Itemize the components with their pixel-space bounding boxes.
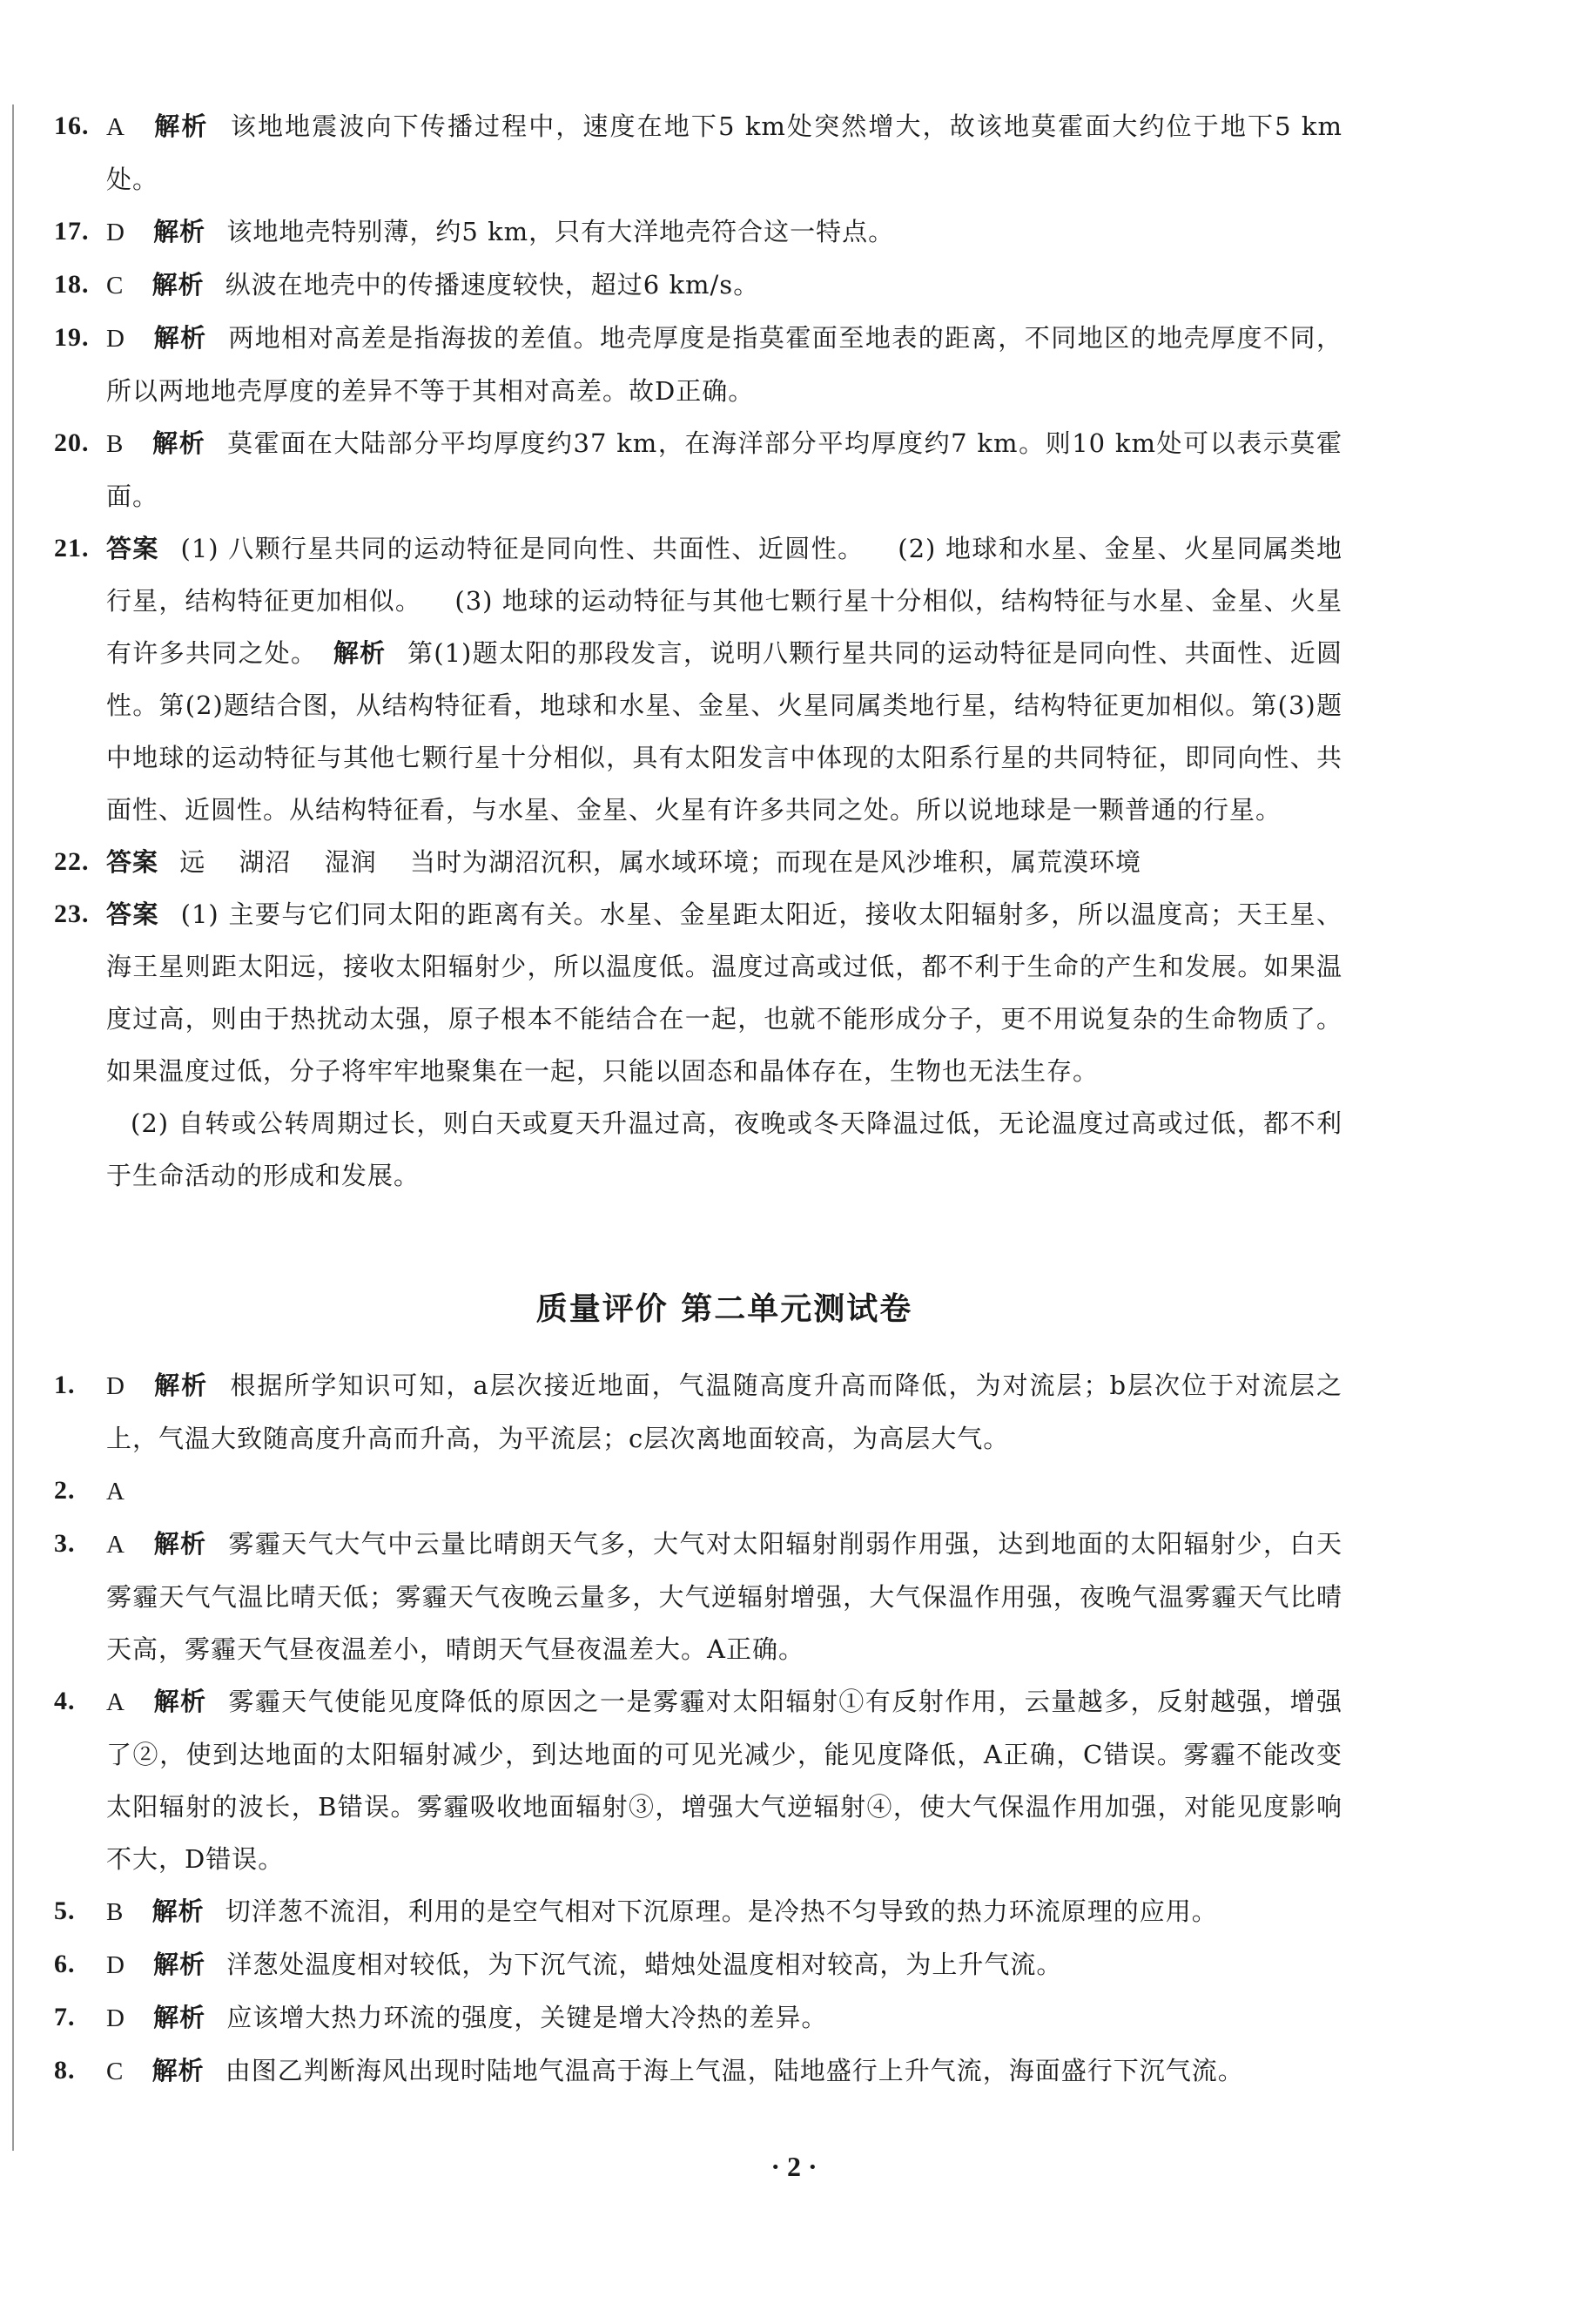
item-number: 3. bbox=[54, 1529, 76, 1558]
item-text-part2: (2) 地球和水星、金星、火星同属类地行星，结构特征更加相似。 bbox=[106, 534, 1342, 616]
item-tag: 解析 bbox=[153, 1687, 207, 1716]
item-number: 19. bbox=[54, 323, 90, 352]
item-text-part1: (1) 主要与它们同太阳的距离有关。水星、金星距太阳近，接收太阳辐射多，所以温度高；天王星、海王星则距太阳远，接收太阳辐射少，所以温度低。温度过高或过低，都不利于生命的产生和发展。如果温度过高，则由于热扰动太强，原子根本不能结合在一起，也就不能形成分子，更不用说复杂的生命物质了。如果温度过低，分子将牢牢地聚集在一起，只能以固态和晶体存在，生物也无法生存。 bbox=[106, 899, 1342, 1086]
item-tag: 解析 bbox=[154, 1371, 209, 1400]
item-text: 该地地震波向下传播过程中，速度在地下5 km处突然增大，故该地莫霍面大约位于地下5 km处。 bbox=[106, 111, 1343, 194]
item-text: 莫霍面在大陆部分平均厚度约37 km，在海洋部分平均厚度约7 km。则10 km处可以表示莫霍面。 bbox=[106, 428, 1342, 511]
item-answer: B bbox=[106, 1898, 124, 1926]
answer-item-1 bbox=[54, 1359, 1342, 1465]
answer-item-23 bbox=[54, 888, 1342, 1097]
item-text-part3: (3) 地球的运动特征与其他七颗行星十分相似，结构特征与水星、金星、火星有许多共同之处。 bbox=[106, 586, 1342, 668]
item-text: 根据所学知识可知，a层次接近地面，气温随高度升高而降低，为对流层；b层次位于对流层之上，气温大致随高度升高而升高，为平流层；c层次离地面较高，为高层大气。 bbox=[106, 1371, 1343, 1453]
answer-item-16 bbox=[54, 100, 1342, 205]
item-text: 切洋葱不流泪，利用的是空气相对下沉原理。是冷热不匀导致的热力环流原理的应用。 bbox=[225, 1896, 1218, 1926]
section-title: 质量评价 第二单元测试卷 bbox=[535, 1291, 913, 1327]
item-tag: 答案 bbox=[106, 847, 159, 877]
answer-item-3 bbox=[54, 1518, 1342, 1675]
item-text: 应该增大热力环流的强度，关键是增大冷热的差异。 bbox=[226, 2003, 828, 2032]
item-text: 当时为湖沼沉积，属水域环境；而现在是风沙堆积，属荒漠环境 bbox=[409, 847, 1141, 877]
item-number: 8. bbox=[54, 2056, 76, 2085]
item-number: 18. bbox=[54, 270, 90, 299]
answer-item-17 bbox=[54, 205, 1342, 259]
item-text: 雾霾天气大气中云量比晴朗天气多，大气对太阳辐射削弱作用强，达到地面的太阳辐射少，白天雾霾天气气温比晴天低；雾霾天气夜晚云量多，大气逆辐射增强，大气保温作用强，夜晚气温雾霾天气比晴天高，雾霾天气昼夜温差小，晴朗天气昼夜温差大。A正确。 bbox=[106, 1529, 1342, 1664]
answer-item-6 bbox=[54, 1938, 1342, 1991]
item-answer: D bbox=[106, 1951, 125, 1979]
item-text-part1: (1) 八颗行星共同的运动特征是同向性、共面性、近圆性。 bbox=[180, 534, 865, 563]
item-answer: A bbox=[106, 113, 125, 141]
item-answer: C bbox=[106, 272, 124, 300]
page-number: · 2 · bbox=[770, 2151, 818, 2182]
left-margin-rule bbox=[12, 104, 14, 2151]
item-tag: 解析 bbox=[153, 217, 206, 246]
item-answer: A bbox=[106, 1478, 125, 1506]
answer-item-22 bbox=[54, 836, 1342, 888]
item-number: 6. bbox=[54, 1950, 76, 1978]
item-tag: 解析 bbox=[153, 2003, 206, 2032]
answer-item-23-part2: (2) 自转或公转周期过长，则白天或夏天升温过高，夜晚或冬天降温过低，无论温度过高或过低，都不利于生命活动的形成和发展。 bbox=[106, 1108, 1342, 1190]
answer-page bbox=[54, 100, 1342, 2098]
item-text-analysis: 第(1)题太阳的那段发言，说明八颗行星共同的运动特征是同向性、共面性、近圆性。第(2)题结合图，从结构特征看，地球和水星、金星、火星同属类地行星，结构特征更加相似。第(3)题中地球的运动特征与其他七颗行星十分相似，具有太阳发言中体现的太阳系行星的共同特征，即同向性、共面性、近圆性。从结构特征看，与水星、金星、火星有许多共同之处。所以说地球是一颗普通的行星。 bbox=[106, 638, 1342, 825]
item-answer: B bbox=[106, 430, 124, 458]
item-tag: 解析 bbox=[152, 428, 206, 458]
answer-item-20 bbox=[54, 417, 1342, 522]
item-number: 17. bbox=[54, 217, 90, 246]
item-tag: 答案 bbox=[106, 899, 159, 929]
item-answer: C bbox=[106, 2058, 124, 2085]
item-number: 16. bbox=[54, 111, 90, 140]
item-number: 21. bbox=[54, 534, 90, 562]
answer-word: 湿润 bbox=[324, 847, 377, 877]
item-tag: 解析 bbox=[154, 111, 209, 141]
item-text: 由图乙判断海风出现时陆地气温高于海上气温，陆地盛行上升气流，海面盛行下沉气流。 bbox=[225, 2056, 1244, 2085]
answer-item-7 bbox=[54, 1991, 1342, 2044]
item-number: 7. bbox=[54, 2003, 76, 2031]
item-tag: 解析 bbox=[151, 1896, 205, 1926]
item-number: 20. bbox=[54, 428, 90, 457]
item-number: 4. bbox=[54, 1687, 76, 1715]
item-number: 23. bbox=[54, 899, 90, 928]
item-tag: 解析 bbox=[153, 1529, 207, 1559]
item-answer: A bbox=[106, 1688, 125, 1716]
answer-word: 远 bbox=[179, 847, 206, 877]
item-text: 该地地壳特别薄，约5 km，只有大洋地壳符合这一特点。 bbox=[226, 217, 895, 246]
answer-item-19 bbox=[54, 312, 1342, 417]
item-tag: 解析 bbox=[153, 1950, 206, 1979]
item-number: 2. bbox=[54, 1476, 76, 1505]
answer-word: 湖沼 bbox=[239, 847, 292, 877]
answer-item-2 bbox=[54, 1465, 1342, 1518]
item-number: 1. bbox=[54, 1371, 76, 1399]
item-tag: 解析 bbox=[151, 2056, 205, 2085]
answer-item-8 bbox=[54, 2044, 1342, 2098]
answer-item-5 bbox=[54, 1885, 1342, 1938]
item-text: 纵波在地壳中的传播速度较快，超过6 km/s。 bbox=[225, 270, 760, 300]
item-answer: D bbox=[106, 325, 125, 353]
answer-item-4 bbox=[54, 1675, 1342, 1885]
item-answer: D bbox=[106, 2004, 125, 2032]
item-text: 雾霾天气使能见度降低的原因之一是雾霾对太阳辐射①有反射作用，云量越多，反射越强，增强了②，使到达地面的太阳辐射减少，到达地面的可见光减少，能见度降低，A正确，C错误。雾霾不能改变太阳辐射的波长，B错误。雾霾吸收地面辐射③，增强大气逆辐射④，使大气保温作用加强，对能见度影响不大，D错误。 bbox=[106, 1687, 1342, 1874]
answer-item-18 bbox=[54, 259, 1342, 312]
item-answer: A bbox=[106, 1531, 125, 1559]
item-tag: 答案 bbox=[106, 534, 159, 563]
item-answer: D bbox=[106, 219, 125, 246]
item-tag-analysis: 解析 bbox=[333, 638, 387, 668]
item-text: 洋葱处温度相对较低，为下沉气流，蜡烛处温度相对较高，为上升气流。 bbox=[226, 1950, 1063, 1979]
item-answer: D bbox=[106, 1372, 125, 1400]
item-text: 两地相对高差是指海拔的差值。地壳厚度是指莫霍面至地表的距离，不同地区的地壳厚度不同，所以两地地壳厚度的差异不等于其相对高差。故D正确。 bbox=[106, 323, 1342, 406]
item-number: 5. bbox=[54, 1896, 76, 1925]
item-tag: 解析 bbox=[153, 323, 207, 353]
item-number: 22. bbox=[54, 847, 90, 876]
answer-item-21 bbox=[54, 522, 1342, 836]
item-tag: 解析 bbox=[151, 270, 205, 300]
